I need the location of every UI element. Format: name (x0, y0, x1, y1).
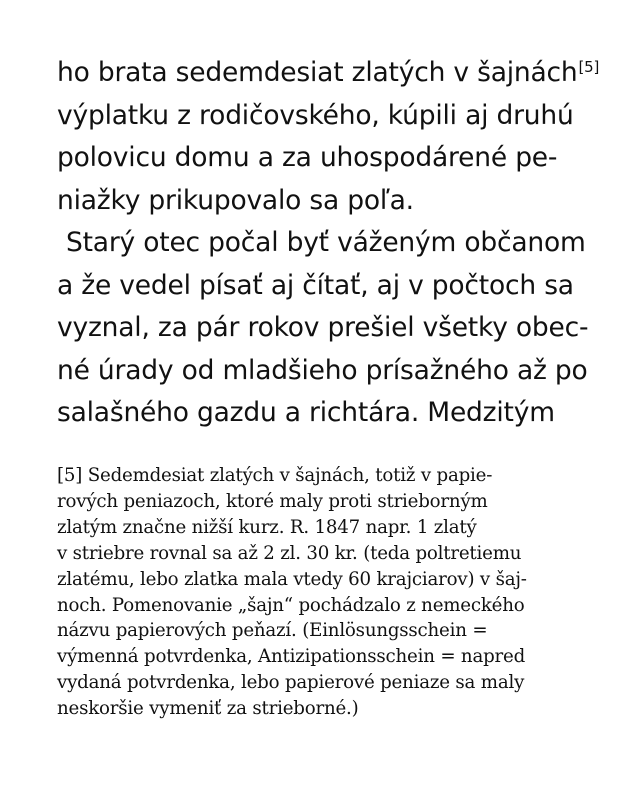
footnote-reference: [5] (578, 58, 600, 76)
footnote-line-5: zlatému, lebo zlatka mala vtedy 60 krajciarov) v šaj- (57, 568, 527, 590)
footnote-line-8: výmenná potvrdenka, Antizipationsschein = napred (57, 646, 526, 668)
main-text-line-8: né úrady od mladšieho prísažného až po (57, 354, 588, 386)
main-text-line-6: a že vedel písať aj čítať, aj v počtoch sa (57, 269, 574, 301)
footnote-line-7: názvu papierových peňazí. (Einlösungsschein = (57, 620, 488, 642)
main-text-line-2: výplatku z rodičovského, kúpili aj druhú (57, 99, 574, 131)
main-text-line-7: vyznal, za pár rokov prešiel všetky obec- (57, 312, 589, 343)
footnote-line-10: neskoršie vymeniť za strieborné.) (57, 698, 359, 720)
main-text-line-3: polovicu domu a za uhospodárené pe- (57, 142, 558, 173)
footnote-line-2: rových peniazoch, ktoré maly proti strieborným (57, 490, 488, 512)
footnote (57, 463, 597, 722)
main-text-line-1-text: ho brata sedemdesiat zlatých v šajnách (57, 57, 578, 88)
main-text-line-5: Starý otec počal byť váženým občanom (66, 227, 586, 258)
footnote-line-1: [5] Sedemdesiat zlatých v šajnách, totiž v papie- (57, 465, 493, 486)
footnote-line-3: zlatým značne nižší kurz. R. 1847 napr. 1 zlatý (57, 516, 477, 538)
main-text-line-4: niažky prikupovalo sa poľa. (57, 184, 414, 216)
footnote-line-9: vydaná potvrdenka, lebo papierové peniaze sa maly (57, 672, 525, 694)
main-text-line-9: salašného gazdu a richtára. Medzitým (57, 397, 555, 428)
footnote-line-4: v striebre rovnal sa až 2 zl. 30 kr. (teda poltretiemu (57, 542, 522, 564)
main-text (57, 52, 600, 435)
main-text-line-1 (57, 52, 600, 95)
footnote-line-6: noch. Pomenovanie „šajn“ pochádzalo z nemeckého (57, 594, 525, 616)
